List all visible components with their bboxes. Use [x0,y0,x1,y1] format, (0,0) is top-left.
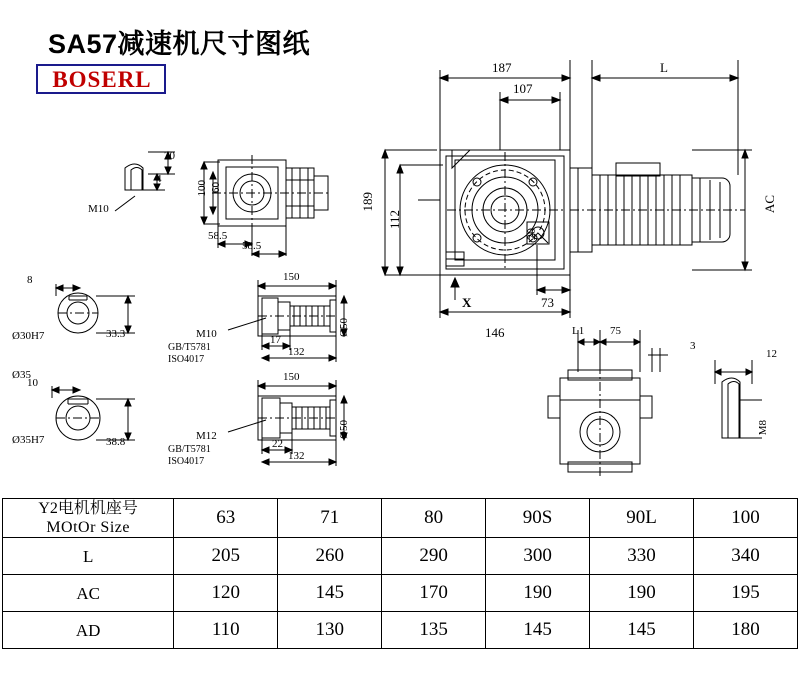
dim-AC: AC [762,195,777,214]
dim-58-5-b: 58.5 [242,240,262,252]
cell-L-0: 205 [174,538,278,575]
dim-3: 3 [690,340,696,352]
dim-112: 112 [387,210,402,230]
dim-22: 22 [272,438,283,450]
row-header-AD: AD [3,612,174,649]
dim-dia35: Ø35H7 [12,434,45,446]
cell-AD-4: 145 [590,612,694,649]
cell-AD-2: 135 [382,612,486,649]
dim-dia50-bot: Ø50 [338,420,350,439]
dim-107: 107 [513,81,533,96]
table-row-L [3,538,798,575]
dim-58-5-a: 58.5 [208,230,228,242]
cell-L-5: 340 [694,538,798,575]
cell-size-3: 90S [486,499,590,538]
cell-L-2: 290 [382,538,486,575]
cell-AC-5: 195 [694,575,798,612]
dim-dia30: Ø30H7 [12,330,45,342]
table-row-AC [3,575,798,612]
row-header-L: L [3,538,174,575]
dim-dia35-plain: Ø35 [12,369,31,381]
dim-12: 12 [766,348,777,360]
cell-size-2: 80 [382,499,486,538]
cell-AC-1: 145 [278,575,382,612]
dim-33-3: 33.3 [106,328,126,340]
dim-132-bot: 132 [288,450,305,462]
row-header-AC: AC [3,575,174,612]
dim-73: 73 [541,295,554,310]
bolt-M12: M12 [196,430,217,442]
cell-AD-3: 145 [486,612,590,649]
cell-L-3: 300 [486,538,590,575]
table-row-AD [3,612,798,649]
logo-text: BOSERL [52,67,152,92]
dim-20-key: 20 [164,150,175,162]
cell-AD-5: 180 [694,612,798,649]
cell-size-5: 100 [694,499,798,538]
dim-38-8: 38.8 [106,436,126,448]
dim-M8: M8 [757,420,769,436]
dim-L: L [660,60,668,75]
dim-132-top: 132 [288,346,305,358]
dim-L1: L1 [572,325,585,337]
dim-17: 17 [270,334,281,346]
cell-AC-0: 120 [174,575,278,612]
dim-100: 100 [196,180,208,197]
dim-189: 189 [360,192,375,212]
cell-AD-0: 110 [174,612,278,649]
dim-60: 60 [210,182,222,193]
dim-8: 8 [27,274,33,286]
dim-150-top: 150 [283,271,300,283]
dim-20-body: 20 [524,228,538,240]
dim-150-bot: 150 [283,371,300,383]
dim-187: 187 [492,60,512,75]
cell-size-0: 63 [174,499,278,538]
cell-AC-2: 170 [382,575,486,612]
spec-table [2,498,798,649]
row-header-motor-size-cn: Y2电机机座号 [38,500,138,517]
cell-AC-3: 190 [486,575,590,612]
dim-75: 75 [610,325,621,337]
dim-dia50-top: Ø50 [338,318,350,337]
std-iso4017-top: ISO4017 [168,354,205,365]
bolt-M10: M10 [196,328,217,340]
row-header-motor-size-en: MOtOr Size [46,519,130,536]
std-gbt5781-bot: GB/T5781 [168,444,211,455]
cell-L-4: 330 [590,538,694,575]
dim-X: X [462,295,472,310]
cell-AD-1: 130 [278,612,382,649]
dim-M10-key: M10 [88,203,109,215]
std-iso4017-bot: ISO4017 [168,456,205,467]
dim-10: 10 [27,377,38,389]
cell-size-1: 71 [278,499,382,538]
cell-size-4: 90L [590,499,694,538]
table-row-sizes [3,499,798,538]
cell-L-1: 260 [278,538,382,575]
page-title: SA57减速机尺寸图纸 [48,29,311,59]
dim-4: 4 [156,173,162,185]
std-gbt5781-top: GB/T5781 [168,342,211,353]
cell-AC-4: 190 [590,575,694,612]
row-header-motor-size [3,499,174,538]
dim-146: 146 [485,325,505,340]
